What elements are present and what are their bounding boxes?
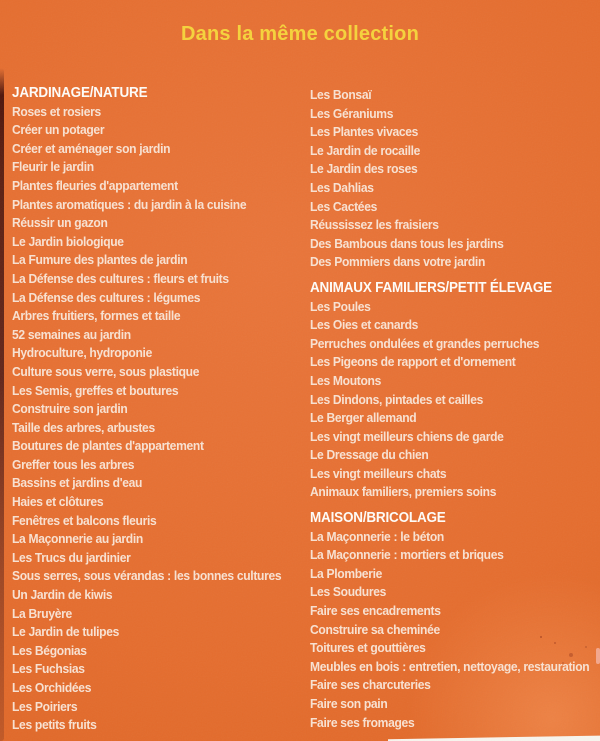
book-title: Les Plantes vivaces (310, 124, 419, 140)
book-title: Faire ses encadrements (310, 603, 441, 619)
book-title: Roses et rosiers (12, 103, 101, 119)
book-title: Construire son jardin (12, 401, 128, 417)
book-title: Boutures de plantes d'appartement (12, 438, 204, 454)
book-title: Les vingt meilleurs chats (310, 465, 447, 481)
book-title: Les Moutons (310, 372, 381, 388)
book-list-jardinage-right (310, 86, 600, 272)
book-title: Des Bambous dans tous les jardins (310, 235, 504, 251)
section-heading-maison-bricolage: MAISON/BRICOLAGE (310, 510, 446, 527)
left-column (12, 84, 305, 735)
book-title: Un Jardin de kiwis (12, 587, 113, 603)
book-title: La Plomberie (310, 565, 383, 581)
book-title: Le Berger allemand (310, 410, 417, 426)
book-title: Les petits fruits (12, 717, 97, 733)
book-title: Réussissez les fraisiers (310, 217, 439, 233)
book-title: Les Soudures (310, 584, 387, 600)
book-title: Les Poules (310, 298, 371, 314)
book-title: Le Jardin de tulipes (12, 624, 120, 640)
book-title: Animaux familiers, premiers soins (310, 484, 497, 500)
right-column (310, 86, 600, 732)
book-title: Réussir un gazon (12, 215, 108, 231)
book-title: Les Pigeons de rapport et d'ornement (310, 354, 516, 370)
book-title: Hydroculture, hydroponie (12, 345, 152, 361)
book-title: Toitures et gouttières (310, 640, 426, 656)
book-title: Construire sa cheminée (310, 621, 440, 637)
book-title: La Maçonnerie : le béton (310, 528, 444, 544)
page-title: Dans la même collection (180, 23, 420, 45)
book-title: Des Pommiers dans votre jardin (310, 254, 486, 270)
book-title: Plantes fleuries d'appartement (12, 177, 178, 193)
book-title: Les Orchidées (12, 680, 92, 695)
book-title: Les Dahlias (310, 179, 374, 195)
book-list-maison (310, 528, 600, 733)
book-list-jardinage-left (12, 103, 305, 735)
book-title: Les Oies et canards (310, 317, 419, 333)
book-title: La Bruyère (12, 605, 72, 621)
scan-speckle-artifacts (540, 636, 542, 638)
book-title: Taille des arbres, arbustes (12, 419, 155, 435)
book-title: Arbres fruitiers, formes et taille (12, 308, 181, 324)
scan-smudge-artifact (596, 648, 600, 664)
book-title: Le Dressage du chien (310, 447, 429, 463)
book-title: La Maçonnerie au jardin (12, 531, 143, 547)
book-title: Créer et aménager son jardin (12, 140, 171, 156)
book-title: Fenêtres et balcons fleuris (12, 512, 157, 528)
book-title: Les Fuchsias (12, 661, 85, 677)
book-title: Les Cactées (310, 198, 377, 214)
book-title: Culture sous verre, sous plastique (12, 363, 200, 379)
book-title: Les vingt meilleurs chiens de garde (310, 428, 504, 444)
book-title: Le Jardin des roses (310, 161, 418, 177)
book-title: La Défense des cultures : légumes (12, 289, 201, 305)
book-title: Créer un potager (12, 122, 105, 138)
scan-spine-edge-artifact (0, 68, 4, 741)
book-title: Sous serres, sous vérandas : les bonnes cultures (12, 568, 282, 584)
book-title: Faire son pain (310, 696, 388, 711)
book-title: La Fumure des plantes de jardin (12, 252, 188, 268)
book-title: Plantes aromatiques : du jardin à la cuisine (12, 196, 247, 212)
book-title: Fleurir le jardin (12, 159, 94, 175)
book-title: Faire ses fromages (310, 714, 415, 730)
book-title: La Défense des cultures : fleurs et fruits (12, 270, 229, 286)
book-title: Haies et clôtures (12, 494, 104, 510)
book-title: Les Dindons, pintades et cailles (310, 391, 484, 407)
book-title: Les Bonsaï (310, 87, 372, 102)
section-heading-jardinage-nature: JARDINAGE/NATURE (12, 85, 148, 101)
book-title: Le Jardin de rocaille (310, 142, 421, 158)
book-list-animaux (310, 298, 600, 503)
book-title: Les Poiriers (12, 698, 78, 714)
book-title: Meubles en bois : entretien, nettoyage, restauration (310, 658, 590, 674)
section-heading-animaux-familiers: ANIMAUX FAMILIERS/PETIT ÉLEVAGE (310, 279, 552, 296)
book-title: Faire ses charcuteries (310, 677, 431, 693)
book-title: La Maçonnerie : mortiers et briques (310, 547, 504, 563)
book-title: Greffer tous les arbres (12, 456, 135, 472)
book-title: Les Géraniums (310, 105, 394, 121)
book-title: 52 semaines au jardin (12, 326, 131, 342)
book-title: Les Semis, greffes et boutures (12, 382, 179, 398)
book-title: Les Trucs du jardinier (12, 549, 131, 565)
book-title: Le Jardin biologique (12, 233, 124, 249)
book-title: Les Bégonias (12, 642, 87, 658)
book-title: Perruches ondulées et grandes perruches (310, 335, 540, 351)
scan-bottom-edge-artifact (388, 735, 600, 741)
book-title: Bassins et jardins d'eau (12, 475, 143, 491)
